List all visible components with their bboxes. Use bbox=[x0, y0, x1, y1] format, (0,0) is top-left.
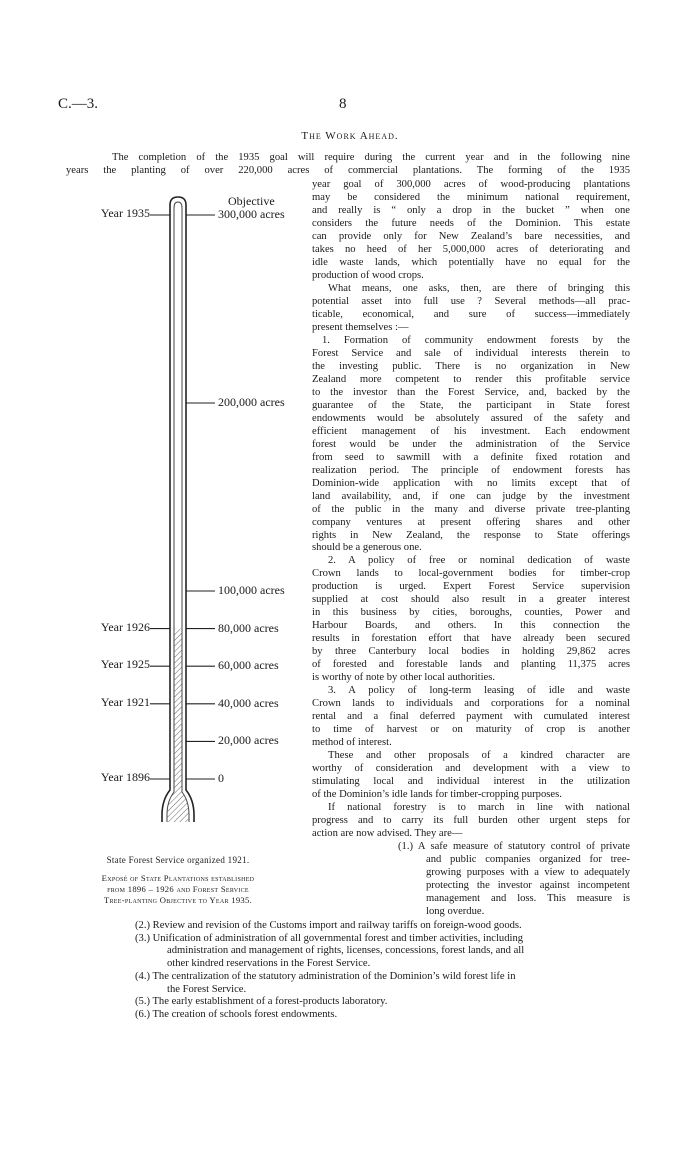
paragraph-line: idle waste lands, which potentially have no equal for the bbox=[312, 256, 630, 268]
scale-label: 200,000 acres bbox=[218, 395, 285, 409]
item-line: long overdue. bbox=[426, 905, 485, 917]
paragraph-line: Forest Service and sale of individual interests therein to bbox=[312, 347, 630, 359]
figure-caption-line2: Exposé of State Plantations established bbox=[101, 873, 255, 883]
year-label: Year 1896 bbox=[100, 770, 150, 784]
paragraph-line: 2. A policy of free or nominal dedication of waste bbox=[328, 555, 630, 567]
paragraph-line: worthy of consideration and development with a view to bbox=[312, 763, 630, 775]
paragraph-line: potential asset into full use ? Several methods—all prac- bbox=[312, 295, 630, 307]
paragraph-line: Zealand more competent to render this profitable service bbox=[312, 373, 630, 385]
list-line: other kindred reservations in the Forest Service. bbox=[167, 958, 371, 970]
list-line: (2.) Review and revision of the Customs import and railway tariffs on foreign-wood goods. bbox=[135, 920, 522, 931]
paragraph-line: production of wood crops. bbox=[312, 269, 424, 281]
paragraph-line: method of interest. bbox=[312, 737, 392, 749]
paragraph-line: stimulating local and individual interest in the utilization bbox=[312, 776, 630, 788]
objective-heading: Objective bbox=[228, 194, 275, 208]
page-number: 8 bbox=[339, 96, 347, 112]
paragraph-line: guarantee of the State, the participant in State forest bbox=[312, 399, 630, 411]
scale-label: 40,000 acres bbox=[218, 695, 279, 710]
paragraph-line: the investing public. There is no organization in New bbox=[312, 360, 630, 372]
paragraph-line: What means, one asks, then, are there of bringing this bbox=[328, 282, 630, 294]
paragraph-line: forest would be under the administration of the Service bbox=[312, 438, 630, 450]
year-label: Year 1926 bbox=[100, 619, 150, 634]
paragraph-line: year goal of 300,000 acres of wood-producing plantations bbox=[312, 179, 630, 190]
paragraph-line: 3. A policy of long-term leasing of idle and waste bbox=[328, 685, 630, 697]
paragraph-line: Harbour Boards, and others. In this connection the bbox=[312, 620, 630, 632]
paragraph-line: of the public in the many and diverse private tree-planting bbox=[312, 503, 630, 515]
paragraph-line: should be a generous one. bbox=[312, 542, 422, 554]
paragraph-line: and really is “ only a drop in the bucket ” when one bbox=[312, 205, 630, 216]
paragraph-line: Crown lands to individuals and corporations for a nominal bbox=[312, 698, 630, 710]
scale-label: 100,000 acres bbox=[218, 583, 285, 597]
paragraph-line: realization period. The principle of endowment forests has bbox=[312, 464, 630, 476]
paragraph-line: action are now advised. They are— bbox=[312, 828, 463, 839]
paragraph-line: land availability, and, if one can judge by the investment bbox=[312, 490, 630, 502]
paragraph-line: takes no heed of her 5,000,000 acres of deteriorating and bbox=[312, 243, 630, 255]
paragraph-line: considers the future needs of the Dominion. This estate bbox=[312, 217, 630, 229]
figure-caption-line1: State Forest Service organized 1921. bbox=[106, 855, 250, 865]
list-line: (3.) Unification of administration of all governmental forest and timber activities, including bbox=[135, 932, 524, 944]
paragraph-line: Dominion-wide application with no limits except that of bbox=[312, 477, 630, 489]
paragraph-line: endowments would be absolutely assured of the safety and bbox=[312, 412, 630, 424]
paragraph-line: is worthy of note by other local authorities. bbox=[312, 672, 495, 684]
figure-caption-line3: from 1896 – 1926 and Forest Service bbox=[107, 884, 249, 894]
paragraph-line: by three Canterbury local bodies in holding 29,862 acres bbox=[312, 646, 630, 658]
scale-label: 300,000 acres bbox=[218, 207, 285, 221]
paragraph-line: These and other proposals of a kindred character are bbox=[328, 750, 630, 762]
figure-caption-line4: Tree-planting Objective to Year 1935. bbox=[103, 895, 253, 905]
paragraph-line: Crown lands to local-government bodies for timber-crop bbox=[312, 568, 630, 580]
paragraph-line: in this business by cities, boroughs, counties, Power and bbox=[312, 607, 630, 619]
paragraph-line: to the investor than the Forest Service, and, backed by the bbox=[312, 386, 630, 398]
paragraph-line: rights in New Zealand, the response to State offerings bbox=[312, 529, 630, 541]
scale-label: 80,000 acres bbox=[218, 620, 279, 635]
page-reference: C.—3. bbox=[58, 96, 99, 112]
year-label: Year 1935 bbox=[100, 206, 150, 220]
paragraph-line: efficient management of his investment. Each endowment bbox=[312, 425, 630, 437]
paragraph-line: If national forestry is to march in line with national bbox=[328, 802, 630, 813]
year-label: Year 1925 bbox=[100, 657, 150, 672]
paragraph-line: can provide only for New Zealand’s bare necessities, and bbox=[312, 230, 630, 242]
paragraph-line: of the Dominion’s idle lands for timber-cropping purposes. bbox=[312, 789, 562, 801]
paragraph-line: from seed to sawmill with a definite fixed rotation and bbox=[312, 451, 630, 463]
list-line: (6.) The creation of schools forest endowments. bbox=[135, 1008, 338, 1020]
item-line: growing purposes with a view to adequately bbox=[426, 866, 630, 878]
list-line: (4.) The centralization of the statutory administration of the Dominion’s wild forest life in bbox=[135, 970, 516, 982]
scale-label: 0 bbox=[218, 771, 224, 785]
scale-label: 20,000 acres bbox=[218, 733, 279, 748]
intro-line: years the planting of over 220,000 acres of commercial plantations. The forming of the 1935 bbox=[66, 165, 630, 176]
paragraph-line: 1. Formation of community endowment forests by the bbox=[322, 334, 630, 346]
item-line: protecting the investor against incompetent bbox=[426, 879, 630, 891]
intro-line: The completion of the 1935 goal will require during the current year and in the following nine bbox=[112, 152, 630, 163]
year-label: Year 1921 bbox=[100, 694, 150, 709]
list-line: administration and management of rights, licenses, concessions, forest lands, and all bbox=[167, 945, 525, 957]
item-line: management and loss. This measure is bbox=[426, 892, 630, 904]
list-line: (5.) The early establishment of a forest-products laboratory. bbox=[135, 996, 388, 1008]
item-line: (1.) A safe measure of statutory control of private bbox=[398, 841, 630, 852]
paragraph-line: may be considered the minimum national requirement, bbox=[312, 192, 630, 203]
paragraph-line: company ventures at present offering shares and other bbox=[312, 516, 630, 528]
paragraph-line: results in forestation effort that have already been secured bbox=[312, 633, 630, 645]
item-line: and public companies organized for tree- bbox=[426, 853, 630, 865]
scale-label: 60,000 acres bbox=[218, 658, 279, 673]
paragraph-line: production is urged. Expert Forest Service supervision bbox=[312, 581, 630, 593]
section-title: The Work Ahead. bbox=[301, 130, 399, 142]
paragraph-line: ticable, economical, and sure of success—immediately bbox=[312, 308, 630, 320]
thermometer-figure bbox=[150, 192, 216, 822]
paragraph-line: of forested and forestable lands and planting 11,375 acres bbox=[312, 659, 630, 671]
paragraph-line: present themselves :— bbox=[312, 321, 409, 333]
paragraph-line: to time of harvest or on maturity of crop is another bbox=[312, 724, 630, 736]
list-line: the Forest Service. bbox=[167, 983, 247, 995]
paragraph-line: progress and to carry its full burden other urgent steps for bbox=[312, 815, 630, 826]
paragraph-line: rental and a final deferred payment with cumulated interest bbox=[312, 711, 630, 723]
paragraph-line: supplied at cost should also result in a greater interest bbox=[312, 594, 630, 606]
